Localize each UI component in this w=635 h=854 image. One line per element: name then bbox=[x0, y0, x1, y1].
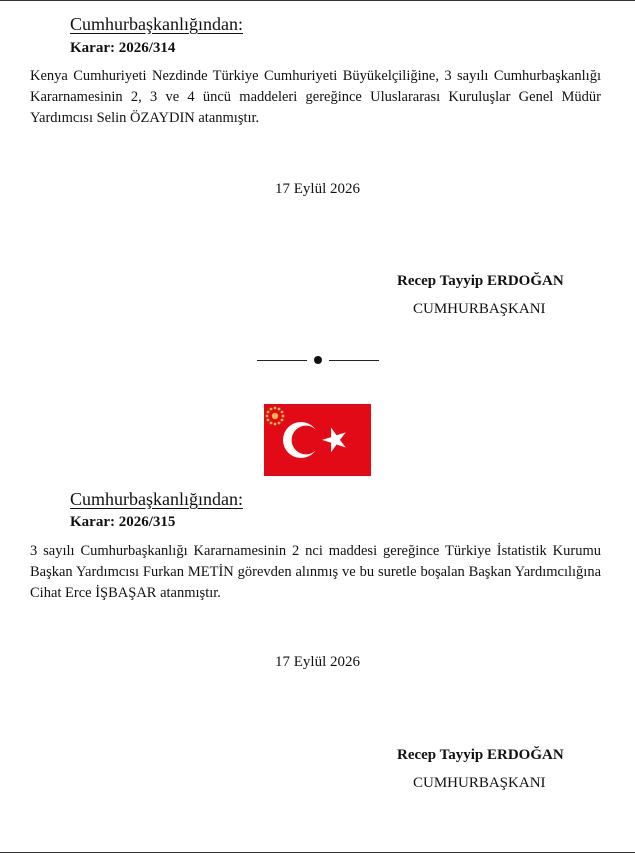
signer-title: CUMHURBAŞKANI bbox=[413, 301, 546, 317]
decision-number: Karar: 2026/314 bbox=[70, 40, 176, 56]
issuer-heading: Cumhurbaşkanlığından: bbox=[70, 14, 243, 34]
decision-number: Karar: 2026/315 bbox=[70, 514, 176, 530]
crescent-inner bbox=[292, 426, 321, 455]
decision-date: 17 Eylül 2026 bbox=[275, 654, 360, 670]
signer-name: Recep Tayyip ERDOĞAN bbox=[397, 273, 564, 289]
decision-date: 17 Eylül 2026 bbox=[275, 181, 360, 197]
signer-title: CUMHURBAŞKANI bbox=[413, 775, 546, 791]
section-separator bbox=[257, 353, 379, 367]
decision-body: 3 sayılı Cumhurbaşkanlığı Kararnamesinin 2 nci maddesi gereğince Türkiye İstatistik Kurumu Başkan Yardımcısı Furkan METİN görevden alınmış ve bu suretle boşalan Başkan Yardımcılığına Cihat Erce İŞBAŞAR atanmıştır. bbox=[30, 543, 601, 601]
separator-line-left bbox=[257, 360, 307, 361]
top-rule bbox=[0, 0, 635, 1]
bottom-rule bbox=[0, 852, 635, 853]
issuer-heading: Cumhurbaşkanlığından: bbox=[70, 489, 243, 509]
decision-body: Kenya Cumhuriyeti Nezdinde Türkiye Cumhuriyeti Büyükelçiliğine, 3 sayılı Cumhurbaşkanlığı Kararnamesinin 2, 3 ve 4 üncü maddeleri gereğince Uluslararası Kuruluşlar Genel Müdür Yardımcısı Selin ÖZAYDIN atanmıştır. bbox=[30, 68, 601, 126]
signer-name: Recep Tayyip ERDOĞAN bbox=[397, 747, 564, 763]
turkish-flag-icon bbox=[264, 404, 371, 476]
separator-dot bbox=[314, 356, 322, 364]
separator-line-right bbox=[329, 360, 379, 361]
